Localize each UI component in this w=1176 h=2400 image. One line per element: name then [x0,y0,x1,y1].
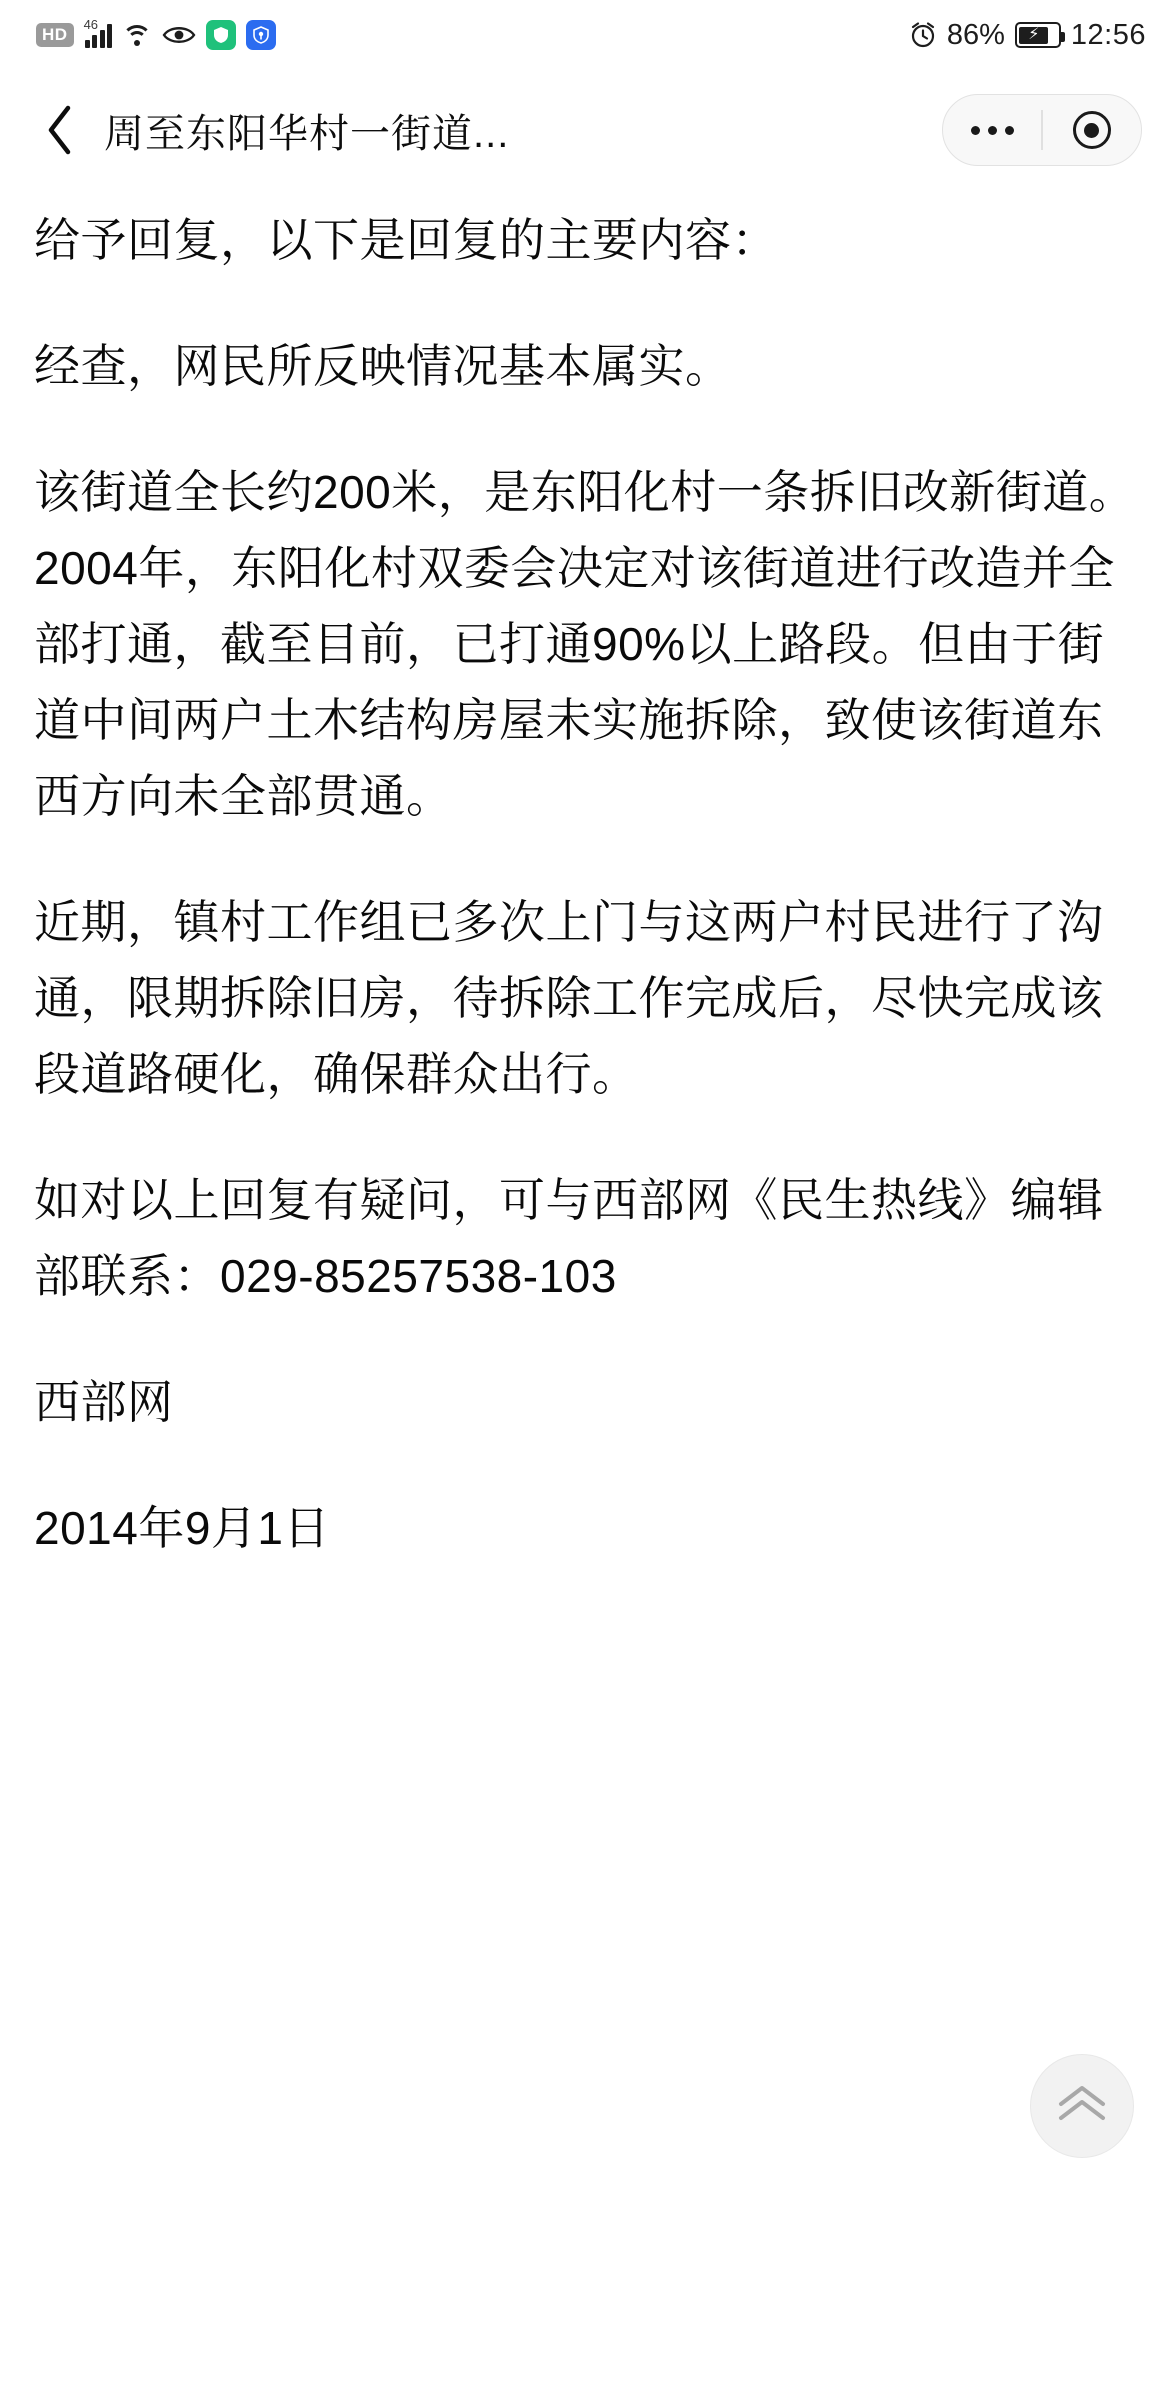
article-body [0,202,1176,1566]
article-paragraph: 给予回复，以下是回复的主要内容： [34,214,778,266]
status-bar-right [909,19,1146,52]
close-mini-program-button[interactable] [1043,95,1141,165]
alarm-clock-icon [909,21,937,49]
clock-label: 12:56 [1070,18,1146,51]
article-paragraph: 该街道全长约200米，是东阳化村一条拆旧改新街道。2004年，东阳化村双委会决定对该街道进行改造并全部打通，截至目前，已打通90%以上路段。但由于街道中间两户土木结构房屋未实施拆除，致使该街道东西方向未全部贯通。 [34,466,1136,822]
navigation-bar [0,70,1176,190]
signal-bars-icon [83,17,113,48]
network-type-label: 46 [83,17,99,32]
back-to-top-chevron-icon [1055,2082,1109,2131]
green-shield-icon [206,20,236,50]
mini-program-capsule [942,94,1142,166]
blue-badge-icon [246,20,276,50]
wifi-icon [122,23,152,47]
status-bar-left [36,17,276,50]
battery-percent-label: 86% [946,18,1005,51]
status-bar [0,0,1176,70]
more-menu-button[interactable] [943,95,1041,165]
article-paragraph: 如对以上回复有疑问，可与西部网《民生热线》编辑部联系：029-85257538-103 [34,1174,1104,1302]
eye-icon [162,23,196,47]
article-signature: 西部网 [34,1376,174,1428]
back-chevron-icon[interactable] [38,102,82,158]
target-circle-icon [1073,111,1111,149]
page-title: 周至东阳华村一街道... [104,111,510,156]
article-paragraph: 经查，网民所反映情况基本属实。 [34,340,732,392]
hd-icon: HD [36,23,74,47]
article-date: 2014年9月1日 [34,1502,330,1554]
battery-charging-icon: ⚡ [1015,22,1061,48]
article-paragraph: 近期，镇村工作组已多次上门与这两户村民进行了沟通，限期拆除旧房，待拆除工作完成后，尽快完成该段道路硬化，确保群众出行。 [34,896,1104,1100]
more-dots-icon [971,126,1014,135]
back-to-top-button[interactable] [1030,2054,1134,2158]
